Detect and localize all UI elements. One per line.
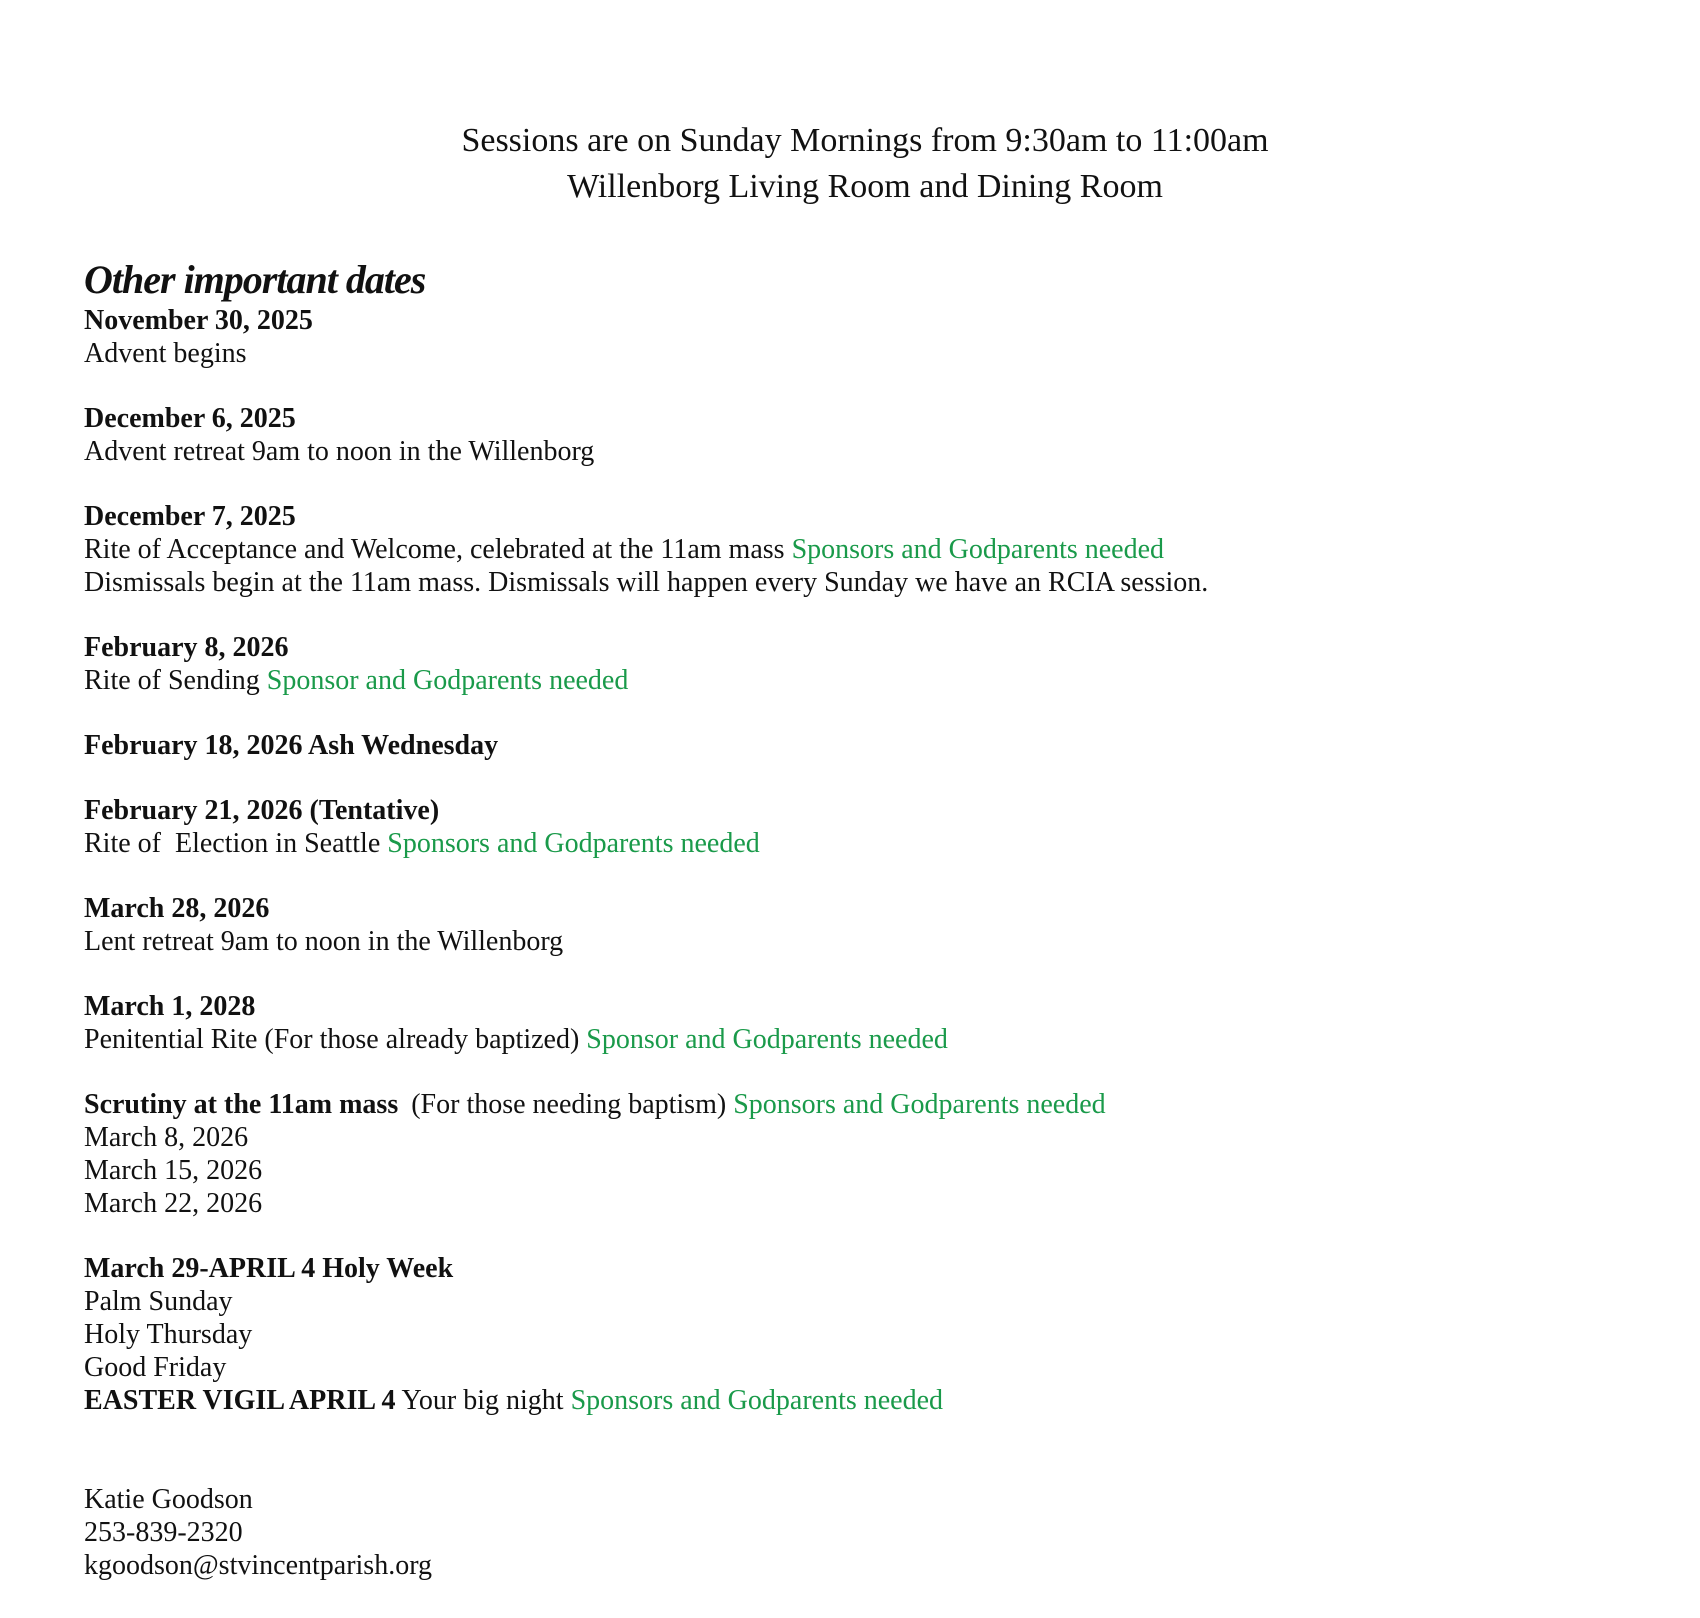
easter-vigil-line bbox=[84, 1384, 1664, 1417]
easter-vigil-desc: Your big night bbox=[401, 1385, 564, 1416]
event-date: March 1, 2028 bbox=[84, 991, 256, 1022]
event-scrutiny bbox=[84, 1088, 1664, 1220]
event-date: December 7, 2025 bbox=[84, 501, 296, 532]
easter-vigil-title: EASTER VIGIL APRIL 4 bbox=[84, 1385, 396, 1416]
contact-block bbox=[84, 1483, 1664, 1582]
event-date: February 8, 2026 bbox=[84, 632, 289, 663]
event-desc-line bbox=[84, 1023, 1664, 1056]
event-title: March 29-APRIL 4 Holy Week bbox=[84, 1253, 454, 1284]
event-ash-wednesday bbox=[84, 729, 1664, 762]
sessions-header bbox=[0, 118, 1700, 210]
sponsors-needed-note: Sponsors and Godparents needed bbox=[387, 828, 760, 859]
event-advent-retreat bbox=[84, 402, 1664, 468]
event-penitential-rite bbox=[84, 990, 1664, 1056]
sponsors-needed-note: Sponsors and Godparents needed bbox=[791, 534, 1165, 565]
header-line-2: Willenborg Living Room and Dining Room bbox=[567, 168, 1163, 205]
event-advent-begins bbox=[84, 304, 1664, 370]
event-desc: Rite of Sending bbox=[84, 665, 260, 696]
contact-name: Katie Goodson bbox=[84, 1484, 253, 1515]
event-desc: Rite of Election in Seattle bbox=[84, 828, 381, 859]
scrutiny-date: March 22, 2026 bbox=[84, 1188, 263, 1219]
event-lent-retreat bbox=[84, 892, 1664, 958]
section-title: Other important dates bbox=[84, 257, 426, 302]
event-date: March 28, 2026 bbox=[84, 893, 270, 924]
event-desc: Lent retreat 9am to noon in the Willenborg bbox=[84, 926, 564, 957]
event-desc-line bbox=[84, 664, 1664, 697]
event-title: Scrutiny at the 11am mass bbox=[84, 1089, 399, 1120]
event-desc: Advent retreat 9am to noon in the Willenborg bbox=[84, 436, 595, 467]
event-rite-of-acceptance bbox=[84, 500, 1664, 599]
event-desc: Penitential Rite (For those already baptized) bbox=[84, 1024, 580, 1055]
sponsors-needed-note: Sponsor and Godparents needed bbox=[266, 665, 629, 696]
holy-week-day: Holy Thursday bbox=[84, 1319, 253, 1350]
event-date: February 21, 2026 (Tentative) bbox=[84, 795, 440, 826]
holy-week-day: Palm Sunday bbox=[84, 1286, 233, 1317]
scrutiny-date: March 8, 2026 bbox=[84, 1122, 249, 1153]
sponsors-needed-note: Sponsor and Godparents needed bbox=[586, 1024, 948, 1055]
event-holy-week bbox=[84, 1252, 1664, 1417]
contact-email[interactable]: kgoodson@stvincentparish.org bbox=[84, 1550, 433, 1581]
event-date: December 6, 2025 bbox=[84, 403, 296, 434]
event-desc-line bbox=[84, 827, 1664, 860]
event-desc: Advent begins bbox=[84, 338, 247, 369]
event-desc-line bbox=[84, 533, 1664, 566]
sponsors-needed-note: Sponsors and Godparents needed bbox=[733, 1089, 1106, 1120]
event-rite-of-sending bbox=[84, 631, 1664, 697]
dates-content bbox=[84, 256, 1664, 1582]
event-date: November 30, 2025 bbox=[84, 305, 313, 336]
event-note: (For those needing baptism) bbox=[411, 1089, 727, 1120]
event-desc: Rite of Acceptance and Welcome, celebrated at the 11am mass bbox=[84, 534, 785, 565]
sponsors-needed-note: Sponsors and Godparents needed bbox=[570, 1385, 944, 1416]
holy-week-day: Good Friday bbox=[84, 1352, 227, 1383]
event-date: February 18, 2026 Ash Wednesday bbox=[84, 730, 499, 761]
scrutiny-date: March 15, 2026 bbox=[84, 1155, 263, 1186]
header-line-1: Sessions are on Sunday Mornings from 9:30am to 11:00am bbox=[461, 122, 1269, 159]
contact-phone: 253-839-2320 bbox=[84, 1517, 243, 1548]
event-desc: Dismissals begin at the 11am mass. Dismissals will happen every Sunday we have an RCIA session. bbox=[84, 567, 1209, 598]
event-rite-of-election bbox=[84, 794, 1664, 860]
event-title-line bbox=[84, 1088, 1664, 1121]
